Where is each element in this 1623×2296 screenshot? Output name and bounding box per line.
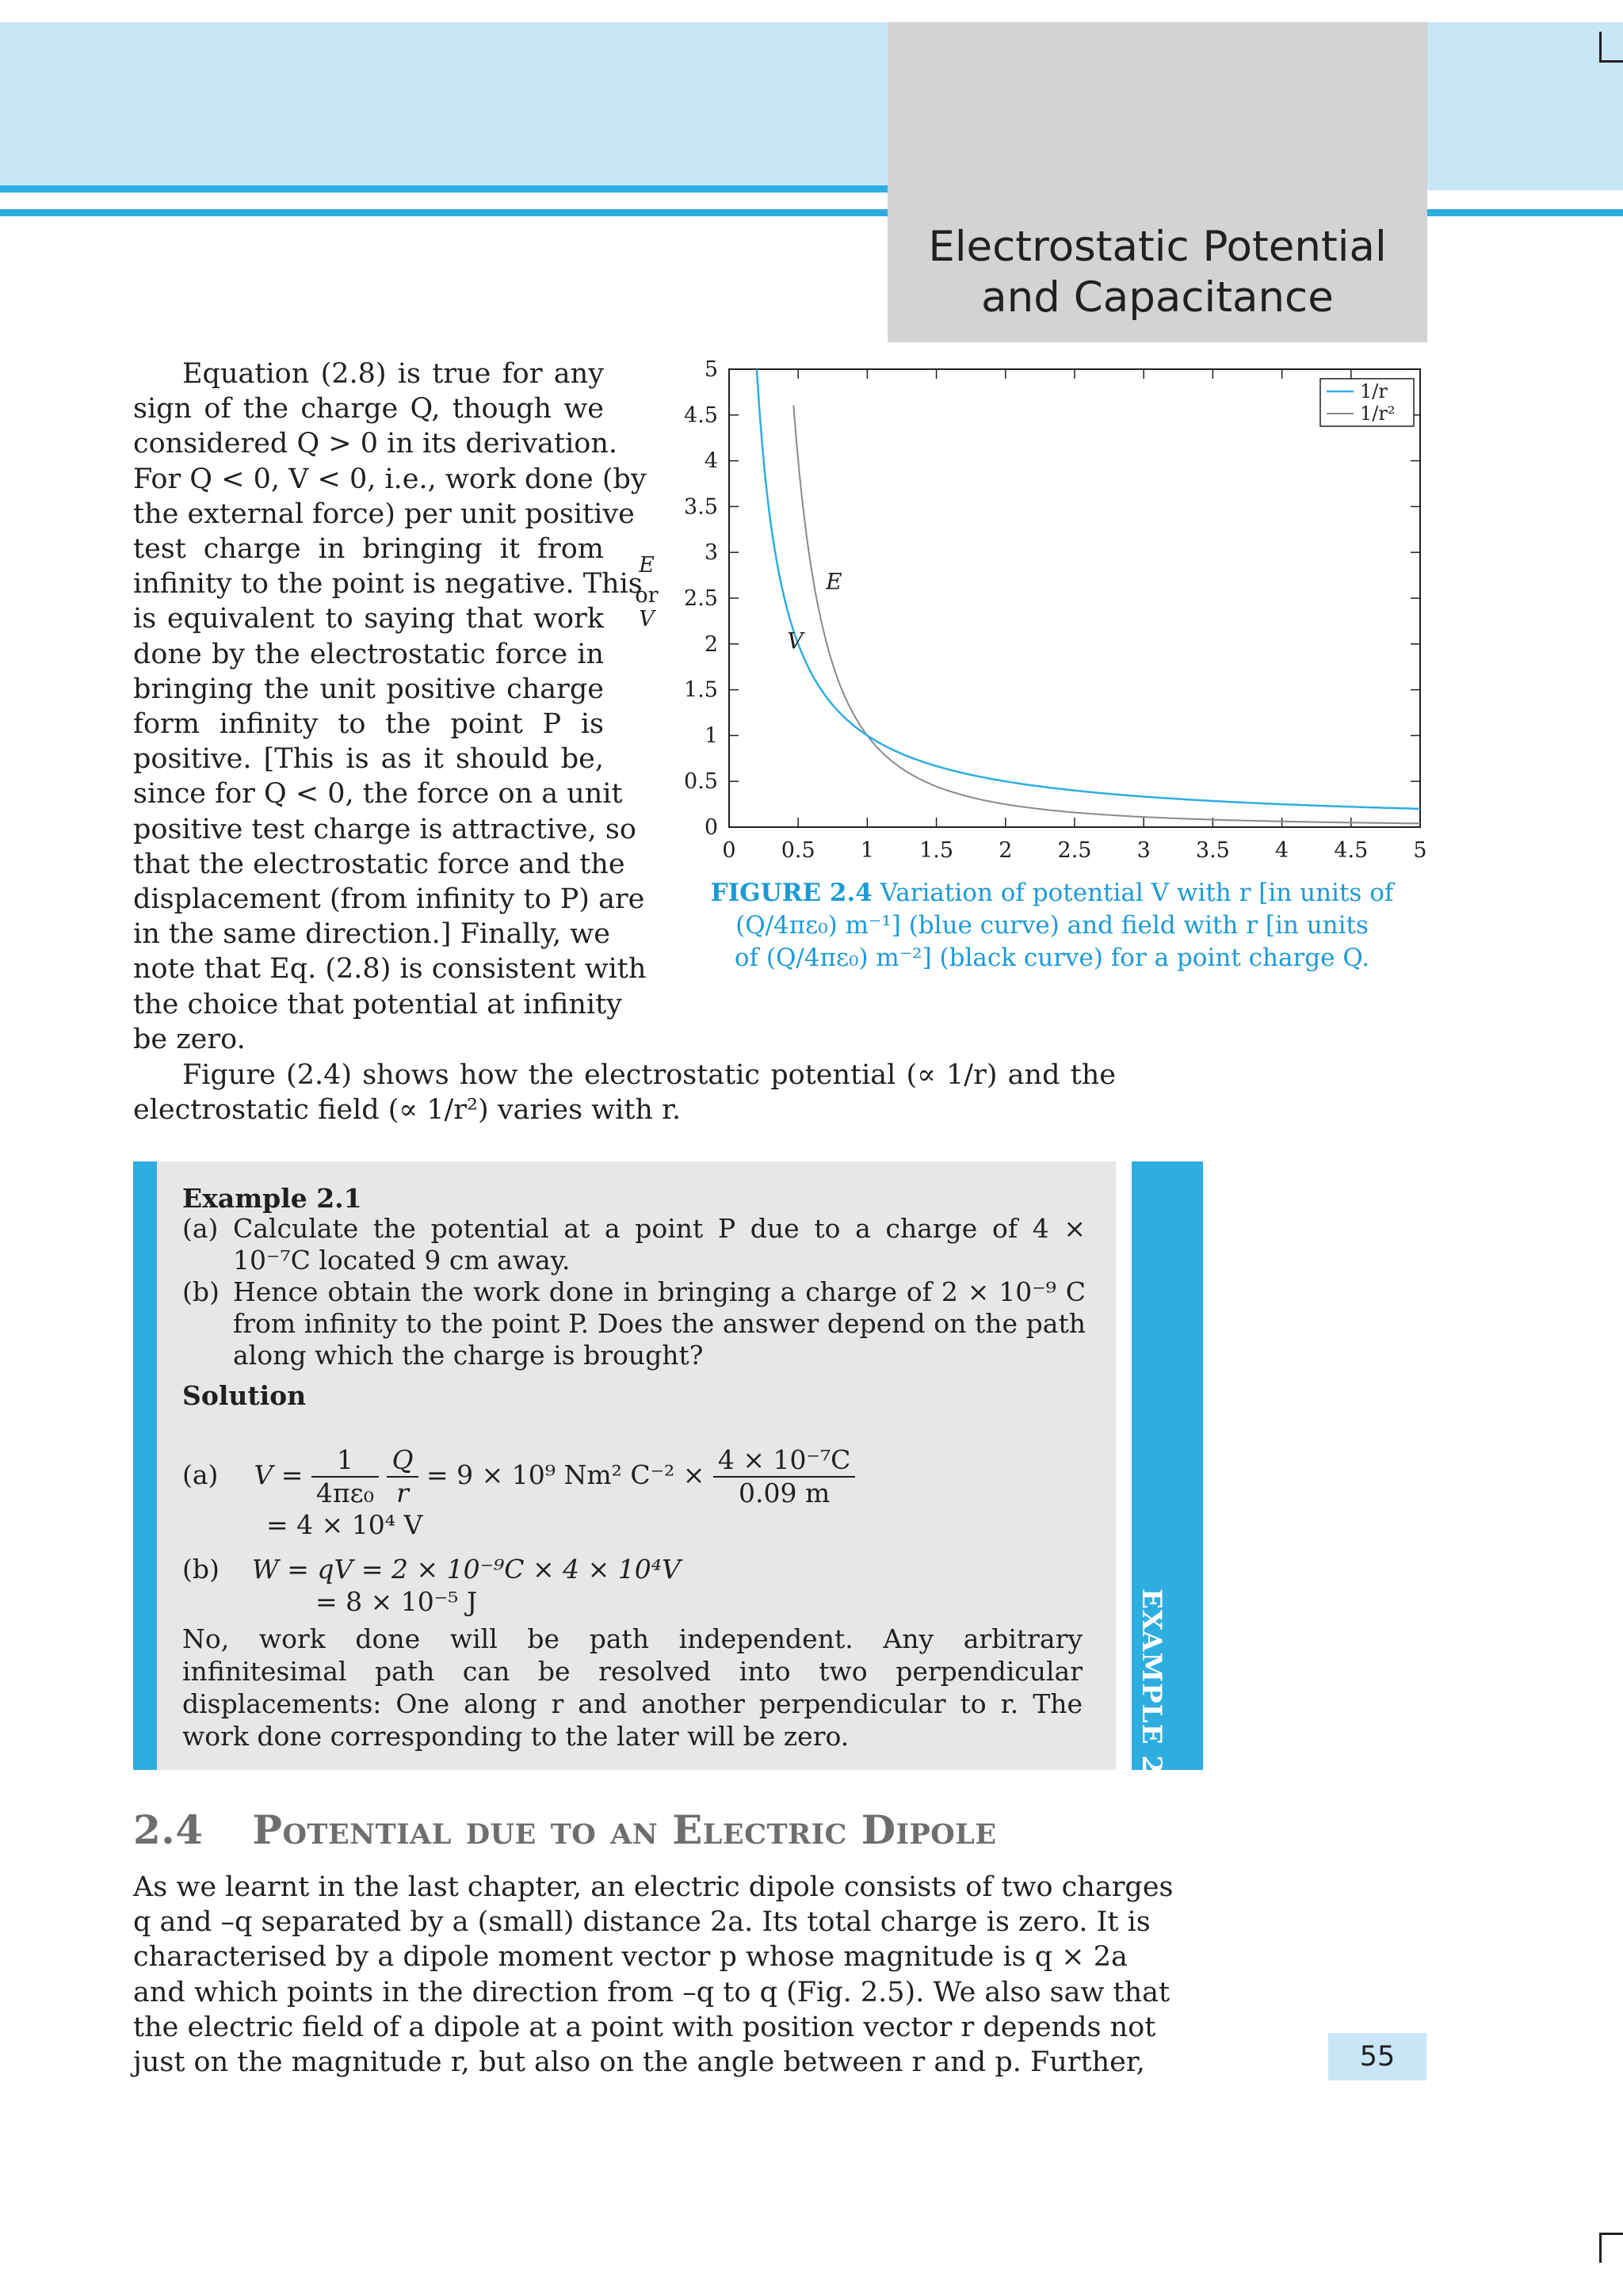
text-line: characterised by a dipole moment vector p whose magnitude is q × 2a (133, 1941, 1128, 1974)
sol-a-lhs: V = (254, 1459, 304, 1490)
solution-a-result: = 4 × 10⁴ V (266, 1509, 423, 1540)
intro-paragraph (133, 357, 647, 1057)
part-b-text: Hence obtain the work done in bringing a charge of 2 × 10⁻⁹ C from infinity to the point P. Does the answer depend on the path along which the charge is brought? (233, 1276, 1086, 1371)
y-tick-label: 3 (704, 540, 718, 566)
text-line: electrostatic field (∝ 1/r²) varies with r. (133, 1094, 682, 1127)
chapter-title-line1: Electrostatic Potential (928, 223, 1387, 271)
x-tick-label: 0.5 (781, 838, 815, 863)
text-line: displacement (from infinity to P) are (133, 883, 645, 916)
legend-label-1-r2: 1/r² (1360, 402, 1396, 425)
y-tick-label: 3.5 (684, 494, 718, 520)
crop-mark (1599, 60, 1623, 63)
series-line-e (793, 406, 1420, 824)
fraction-2 (387, 1444, 418, 1509)
y-axis-label (635, 553, 658, 631)
text-line: just on the magnitude r, but also on the angle between r and p. Further, (133, 2046, 1145, 2079)
text-line: bringing the unit positive charge (133, 673, 604, 705)
caption-line: Variation of potential V with r [in units of (880, 879, 1394, 907)
x-tick-label: 1 (860, 838, 874, 863)
example-left-bar (133, 1161, 157, 1770)
example-closing-text: No, work done will be path independent. Any arbitrary infinitesimal path can be resolved into two perpendicular displacements: One along r and another perpendicular to r. The work done corresponding to the later will be zero. (182, 1623, 1083, 1752)
y-tick-label: 4.5 (684, 402, 718, 428)
text-line: test charge in bringing it from (133, 533, 604, 566)
x-tick-label: 2.5 (1057, 838, 1092, 863)
text-line: the electric field of a dipole at a point with position vector r depends not (133, 2011, 1156, 2043)
y-tick-label: 1.5 (684, 677, 718, 703)
text-line: in the same direction.] Finally, we (133, 918, 610, 951)
curve-label-e: E (826, 568, 842, 595)
example-part-b (182, 1276, 1086, 1371)
text-line: be zero. (133, 1023, 246, 1055)
figure-caption (693, 877, 1411, 974)
text-line: considered Q > 0 in its derivation. (133, 428, 618, 460)
header-stripe-right (1426, 209, 1623, 216)
text-line: note that Eq. (2.8) is consistent with (133, 953, 647, 986)
chapter-title-box (888, 22, 1427, 342)
x-tick-label: 5 (1413, 838, 1427, 863)
y-tick-label: 0 (704, 815, 718, 840)
text-line: since for Q < 0, the force on a unit (133, 778, 623, 810)
crop-mark (1599, 2233, 1602, 2263)
text-line: positive test charge is attractive, so (133, 813, 636, 845)
frac2-num: Q (387, 1444, 418, 1478)
solution-a-equation (182, 1444, 855, 1509)
y-tick-label: 5 (704, 358, 718, 382)
part-b-label: (b) (182, 1276, 220, 1307)
page-number: 55 (1328, 2033, 1426, 2081)
text-line: q and –q separated by a (small) distance 2a. Its total charge is zero. It is (133, 1906, 1151, 1939)
plot-frame (729, 369, 1420, 827)
crop-mark (1599, 32, 1602, 62)
y-axis-label-v: V (639, 607, 655, 631)
text-line: Equation (2.8) is true for any (182, 358, 604, 390)
text-line: As we learnt in the last chapter, an electric dipole consists of two charges (133, 1871, 1174, 1903)
frac1-num: 1 (311, 1444, 379, 1478)
y-tick-label: 2 (704, 631, 718, 657)
sol-b-label: (b) (182, 1554, 220, 1585)
text-line: infinity to the point is negative. This (133, 568, 643, 601)
section-title: Potential due to an Electric Dipole (252, 1806, 997, 1853)
text-line: that the electrostatic force and the (133, 848, 625, 880)
section-heading (133, 1806, 997, 1853)
text-line: sign of the charge Q, though we (133, 393, 604, 425)
frac1-den: 4πε₀ (315, 1478, 374, 1508)
y-axis-label-or: or (635, 583, 659, 608)
axis-ticks (729, 369, 1420, 827)
section-number: 2.4 (133, 1806, 204, 1853)
chapter-title-line2: and Capacitance (981, 273, 1334, 322)
text-line: is equivalent to saying that work (133, 603, 604, 635)
frac2-den: r (396, 1478, 409, 1508)
series-line-v (757, 369, 1420, 809)
figure-reference-paragraph (133, 1058, 1116, 1127)
legend (1320, 379, 1414, 426)
fraction-1 (311, 1444, 379, 1509)
caption-line: (Q/4πε₀) m⁻¹] (blue curve) and field with r [in units (735, 911, 1369, 940)
x-tick-label: 2 (999, 838, 1013, 863)
figure-label: FIGURE 2.4 (710, 879, 873, 907)
x-tick-label: 1.5 (919, 838, 954, 863)
crop-mark (1599, 2233, 1623, 2235)
frac3-num: 4 × 10⁻⁷C (713, 1444, 856, 1478)
y-tick-label: 1 (704, 723, 718, 749)
part-a-text: Calculate the potential at a point P due to a charge of 4 × 10⁻⁷C located 9 cm away. (233, 1213, 1086, 1276)
text-line: form infinity to the point P is (133, 708, 604, 741)
x-tick-label: 3.5 (1195, 838, 1230, 863)
sol-b-eq: W = qV = 2 × 10⁻⁹C × 4 × 10⁴V (251, 1554, 681, 1585)
text-line: For Q < 0, V < 0, i.e., work done (by (133, 463, 647, 495)
section-paragraph (133, 1870, 1174, 2080)
text-line: the external force) per unit positive (133, 498, 635, 530)
text-line: the choice that potential at infinity (133, 988, 622, 1020)
y-tick-label: 0.5 (684, 769, 718, 795)
text-line: positive. [This is as it should be, (133, 743, 604, 776)
fraction-3 (713, 1444, 856, 1509)
example-part-a (182, 1213, 1086, 1276)
header-stripe (0, 185, 888, 193)
x-tick-label: 4.5 (1334, 838, 1369, 863)
solution-b-equation (182, 1554, 681, 1585)
x-tick-label: 4 (1275, 838, 1289, 863)
potential-field-chart (626, 358, 1434, 865)
text-line: and which points in the direction from –q to q (Fig. 2.5). We also saw that (133, 1976, 1170, 2008)
example-title: Example 2.1 (182, 1183, 362, 1214)
legend-label-1-r: 1/r (1360, 380, 1388, 402)
y-axis-label-e: E (639, 553, 655, 578)
y-tick-label: 4 (704, 448, 718, 474)
x-tick-label: 0 (722, 838, 736, 863)
text-line: Figure (2.4) shows how the electrostatic potential (∝ 1/r) and the (182, 1059, 1116, 1091)
frac3-den: 0.09 m (739, 1478, 831, 1508)
example-tab-label: EXAMPLE 2.1 (1136, 1589, 1167, 1805)
sol-a-label: (a) (182, 1459, 219, 1490)
x-tick-label: 3 (1136, 838, 1151, 863)
solution-b-result: = 8 × 10⁻⁵ J (315, 1586, 478, 1617)
curve-label-v: V (787, 627, 804, 654)
y-tick-label: 2.5 (684, 586, 718, 611)
text-line: done by the electrostatic force in (133, 638, 604, 670)
header-stripe-lower (0, 209, 888, 216)
part-a-label: (a) (182, 1213, 219, 1244)
caption-line: of (Q/4πε₀) m⁻²] (black curve) for a point charge Q. (734, 944, 1370, 972)
sol-a-mid: = 9 × 10⁹ Nm² C⁻² × (426, 1459, 705, 1490)
solution-label: Solution (182, 1380, 307, 1411)
